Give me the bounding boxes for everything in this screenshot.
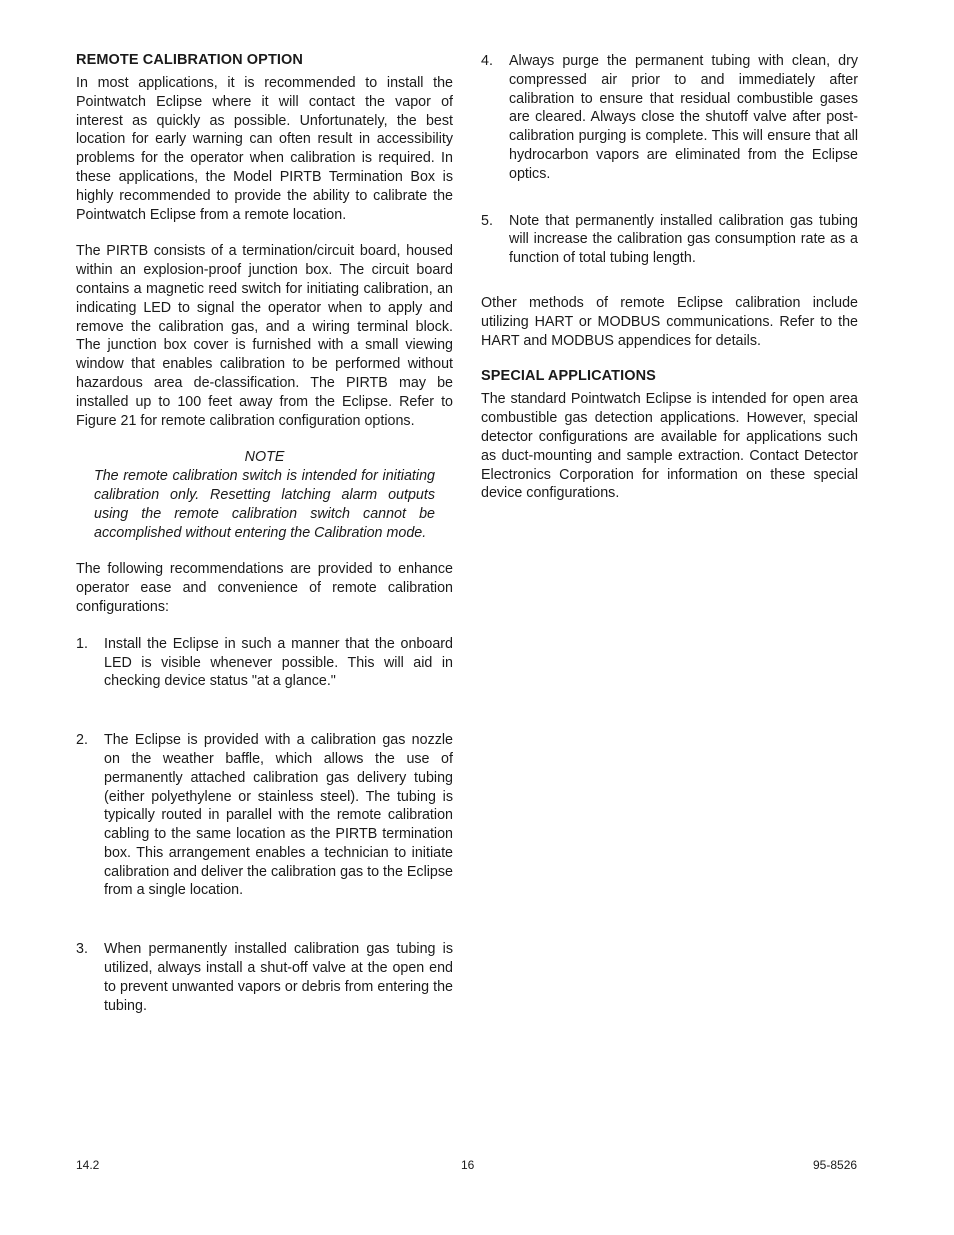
list-item <box>76 731 453 900</box>
footer-revision: 14.2 <box>76 1158 100 1172</box>
list-item <box>481 212 858 268</box>
list-number: 2. <box>76 732 88 749</box>
section-heading-special-applications: SPECIAL APPLICATIONS <box>481 368 656 385</box>
section-heading-remote-calibration: REMOTE CALIBRATION OPTION <box>76 52 303 68</box>
left-column <box>76 52 453 1015</box>
paragraph-intro: In most applications, it is recommended to install the Pointwatch Eclipse where it will contact the vapor of interest as quickly as possible. Unfortunately, the best location for early warning can often result in accessibility problems for the operator when calibration is required. In these applications, the Model PIRTB Termination Box is highly recommended to provide the ability to calibrate the Pointwatch Eclipse from a remote location. <box>76 75 453 223</box>
paragraph-recommendations: The following recommendations are provided to enhance operator ease and convenience of remote calibration configurations: <box>76 561 453 615</box>
paragraph-pirtb: The PIRTB consists of a termination/circuit board, housed within an explosion-proof junction box. The circuit board contains a magnetic reed switch for initiating calibration, an indicating LED to signal the operator when to apply and remove the calibration gas, and a wiring terminal block. The junction box cover is furnished with a small viewing window that enables calibration to be performed without hazardous area de-classification. The PIRTB may be installed up to 100 feet away from the Eclipse. Refer to Figure 21 for remote calibration configuration options. <box>76 243 453 429</box>
note-box <box>94 448 435 542</box>
list-number: 4. <box>481 53 493 69</box>
list-number: 1. <box>76 635 88 652</box>
footer-document-number: 95-8526 <box>813 1158 858 1172</box>
list-number: 3. <box>76 941 88 958</box>
paragraph-special-applications: The standard Pointwatch Eclipse is intended for open area combustible gas detection applications. However, special detector configurations are available for applications such as duct-mounting and sample extraction. Contact Detector Electronics Corporation for information on these special device configurations. <box>481 391 858 502</box>
footer-page-number: 16 <box>461 1158 475 1172</box>
list-text: The Eclipse is provided with a calibration gas nozzle on the weather baffle, which allows the use of permanently attached calibration gas delivery tubing (either polyethylene or stainless steel). The tubing is typically routed in parallel with the remote calibration cabling to the same location as the PIRTB termination box. This arrangement enables a technician to initiate calibration and deliver the calibration gas to the Eclipse from a single location. <box>104 732 453 899</box>
list-text: Always purge the permanent tubing with clean, dry compressed air prior to and immediately after calibration to ensure that residual combustible gases are cleared. Always close the shutoff valve after post-calibration purging is complete. This will ensure that all hydrocarbon vapors are eliminated from the Eclipse optics. <box>509 53 858 182</box>
list-item <box>76 635 453 691</box>
list-item <box>481 52 858 184</box>
list-number: 5. <box>481 212 493 229</box>
list-text: Install the Eclipse in such a manner that the onboard LED is visible whenever possible. This will aid in checking device status "at a glance." <box>104 635 453 690</box>
note-body: The remote calibration switch is intended for initiating calibration only. Resetting latching alarm outputs using the remote calibration switch cannot be accomplished without entering the Calibration mode. <box>94 468 435 541</box>
paragraph-other-methods: Other methods of remote Eclipse calibration include utilizing HART or MODBUS communications. Refer to the HART and MODBUS appendices for details. <box>481 294 858 349</box>
list-item <box>76 940 453 1015</box>
right-column <box>481 52 858 503</box>
list-text: Note that permanently installed calibration gas tubing will increase the calibration gas consumption rate as a function of total tubing length. <box>509 212 858 267</box>
note-title: NOTE <box>244 449 285 466</box>
list-text: When permanently installed calibration gas tubing is utilized, always install a shut-off valve at the open end to prevent unwanted vapors or debris from entering the tubing. <box>104 941 453 1014</box>
